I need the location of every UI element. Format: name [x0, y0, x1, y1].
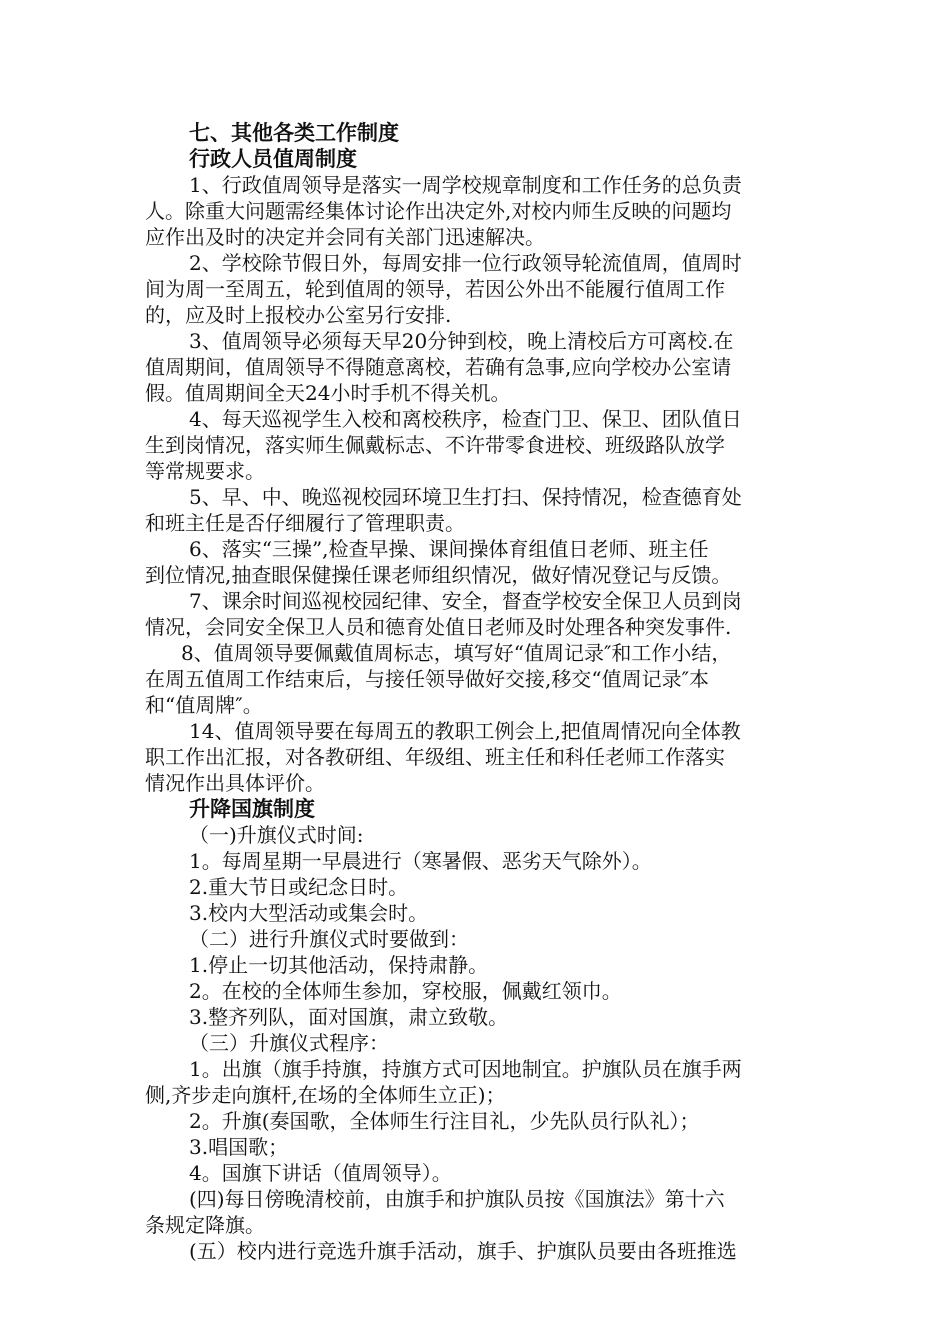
paragraph-line: 8、值周领导要佩戴值周标志，填写好“值周记录″和工作小结， — [181, 641, 732, 665]
paragraph-line: 和班主任是否仔细履行了管理职责。 — [145, 511, 465, 535]
paragraph-line: 等常规要求。 — [145, 459, 265, 483]
flag-item: 2。升旗(奏国歌，全体师生行注目礼，少先队员行队礼）； — [189, 1109, 700, 1133]
paragraph-line: 4、每天巡视学生入校和离校秩序，检查门卫、保卫、团队值日 — [189, 407, 742, 431]
flag-item: 2。在校的全体师生参加，穿校服，佩戴红领巾。 — [189, 979, 622, 1003]
paragraph-line: 3、值周领导必须每天早20分钟到校，晚上清校后方可离校.在 — [189, 329, 734, 353]
paragraph-line: 情况，会同安全保卫人员和德育处值日老师及时处理各种突发事件. — [145, 615, 732, 639]
paragraph-line: 2、学校除节假日外，每周安排一位行政领导轮流值周，值周时 — [189, 251, 742, 275]
paragraph-line: 应作出及时的决定并会同有关部门迅速解决。 — [145, 225, 545, 249]
flag-heading: （三）升旗仪式程序： — [189, 1031, 389, 1055]
flag-item: 1.停止一切其他活动，保持肃静。 — [189, 953, 489, 977]
flag-item: 3.校内大型活动或集会时。 — [189, 901, 429, 925]
paragraph-line: 5、早、中、晚巡视校园环境卫生打扫、保持情况，检查德育处 — [189, 485, 742, 509]
paragraph-line: 到位情况,抽查眼保健操任课老师组织情况，做好情况登记与反馈。 — [145, 563, 732, 587]
paragraph-line: 的，应及时上报校办公室另行安排. — [145, 303, 452, 327]
paragraph-line: 6、落实“三操”,检查早操、课间操体育组值日老师、班主任 — [189, 537, 709, 561]
flag-paragraph-line: (五）校内进行竞选升旗手活动，旗手、护旗队员要由各班推选 — [189, 1239, 737, 1263]
flag-item: 2.重大节日或纪念日时。 — [189, 875, 409, 899]
flag-item: 3.整齐列队，面对国旗，肃立致敬。 — [189, 1005, 509, 1029]
flag-item: 3.唱国歌； — [189, 1135, 289, 1159]
flag-paragraph-line: (四)每日傍晚清校前，由旗手和护旗队员按《国旗法》第十六 — [189, 1187, 725, 1211]
paragraph-line: 间为周一至周五，轮到值周的领导，若因公外出不能履行值周工作 — [145, 277, 725, 301]
subsection-title-flag: 升降国旗制度 — [189, 796, 315, 821]
paragraph-line: 人。除重大问题需经集体讨论作出决定外,对校内师生反映的问题均 — [145, 199, 732, 223]
paragraph-line: 14、值周领导要在每周五的教职工例会上,把值周情况向全体教 — [189, 719, 741, 743]
paragraph-line: 7、课余时间巡视校园纪律、安全，督查学校安全保卫人员到岗 — [189, 589, 742, 613]
paragraph-line: 假。值周期间全天24小时手机不得关机。 — [145, 381, 511, 405]
section-title: 七、其他各类工作制度 — [189, 120, 399, 145]
paragraph-line: 和“值周牌″。 — [145, 693, 263, 717]
paragraph-line: 在周五值周工作结束后，与接任领导做好交接,移交“值周记录″本 — [145, 667, 710, 691]
subsection-title-duty: 行政人员值周制度 — [189, 146, 357, 171]
flag-heading: （一)升旗仪式时间: — [189, 823, 364, 847]
paragraph-line: 职工作出汇报，对各教研组、年级组、班主任和科任老师工作落实 — [145, 745, 725, 769]
paragraph-line: 值周期间，值周领导不得随意离校，若确有急事,应向学校办公室请 — [145, 355, 732, 379]
document-body — [145, 120, 810, 1264]
flag-item: 侧,齐步走向旗杆,在场的全体师生立正)； — [145, 1083, 506, 1107]
paragraph-line: 情况作出具体评价。 — [145, 771, 325, 795]
flag-heading: （二）进行升旗仪式时要做到： — [189, 927, 469, 951]
flag-item: 1。每周星期一早晨进行（寒暑假、恶劣天气除外）。 — [189, 849, 652, 873]
flag-item: 4。国旗下讲话（值周领导）。 — [189, 1161, 452, 1185]
paragraph-line: 1、行政值周领导是落实一周学校规章制度和工作任务的总负责 — [189, 173, 742, 197]
flag-item: 1。出旗（旗手持旗，持旗方式可因地制宜。护旗队员在旗手两 — [189, 1057, 742, 1081]
paragraph-line: 生到岗情况，落实师生佩戴标志、不许带零食进校、班级路队放学 — [145, 433, 725, 457]
flag-paragraph-line: 条规定降旗。 — [145, 1213, 265, 1237]
